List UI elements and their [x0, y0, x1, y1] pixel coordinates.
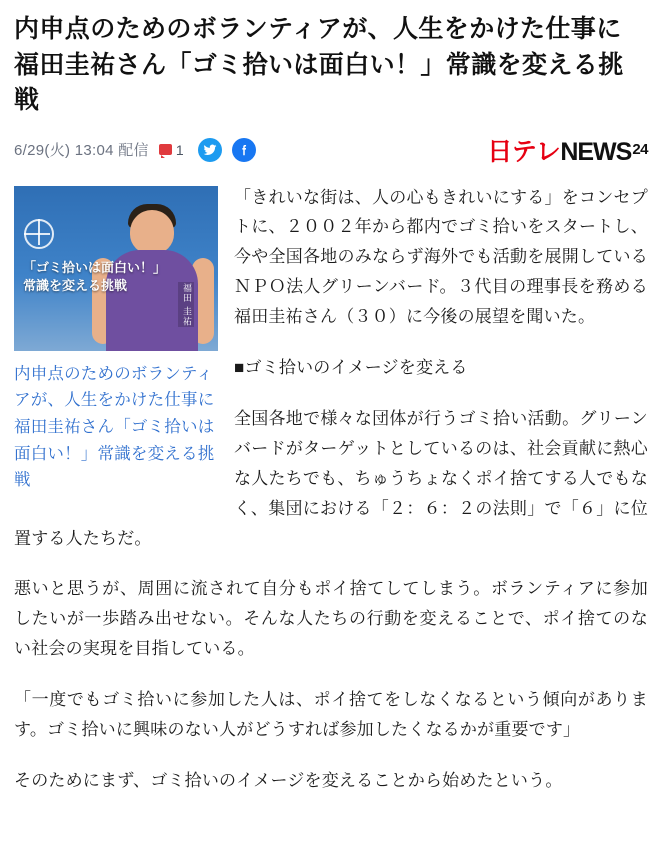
- article-meta-row: [14, 135, 648, 165]
- brand-ntv: 日テレ: [487, 137, 561, 166]
- brand-news: NEWS: [560, 137, 632, 166]
- paragraph: そのためにまず、ゴミ拾いのイメージを変えることから始めたという。: [14, 771, 563, 790]
- article-thumbnail[interactable]: [14, 186, 218, 351]
- comment-icon: [159, 144, 172, 155]
- publish-date: 6/29(火) 13:04 配信: [14, 142, 149, 159]
- section-subheading: ■ゴミ拾いのイメージを変える: [234, 358, 468, 378]
- figure-caption-link[interactable]: 内申点のためのボランティアが、人生をかけた仕事に 福田圭祐さん「ゴミ拾いは面白い！」常識を変える挑戦: [14, 364, 232, 490]
- page-title: 内申点のためのボランティアが、人生をかけた仕事に 福田圭祐さん「ゴミ拾いは面白い！」常識を変える挑戦: [14, 15, 648, 114]
- comment-link[interactable]: [159, 142, 184, 158]
- article-figure: [14, 186, 232, 495]
- article-page: [0, 12, 662, 864]
- facebook-icon[interactable]: [232, 138, 256, 162]
- social-share-group: [198, 138, 256, 162]
- paragraph: 悪いと思うが、周囲に流されて自分もポイ捨てしてしまう。ボランティアに参加したいが一歩踏み出せない。そんな人たちの行動を変えることで、ポイ捨てのない社会の実現を目指している。: [14, 579, 648, 659]
- thumbnail-name-tag: 福田 圭祐: [178, 282, 194, 328]
- thumbnail-overlay-line1: 「ゴミ拾いは面白い！」: [23, 259, 167, 275]
- brand-24: 24: [632, 140, 648, 158]
- person-head: [130, 210, 174, 254]
- thumbnail-overlay-line2: 常識を変える挑戦: [23, 278, 128, 294]
- paragraph: 「一度でもゴミ拾いに参加した人は、ポイ捨てをしなくなるという傾向があります。ゴミ拾いに興味のない人がどうすれば参加したくなるかが重要です」: [14, 690, 648, 740]
- thumbnail-overlay-text: [23, 259, 166, 297]
- comment-count: 1: [175, 141, 184, 158]
- globe-icon: [24, 219, 54, 249]
- paragraph: 「きれいな街は、人の心もきれいにする」をコンセプトに、２００２年から都内でゴミ拾いをスタートし、今や全国各地のみならず海外でも活動を展開しているＮＰＯ法人グリーンバード。３代目の理事長を務める福田圭祐さん（３０）に今後の展望を聞いた。: [234, 187, 648, 327]
- twitter-icon[interactable]: [198, 138, 222, 162]
- brand-logo: [487, 132, 648, 168]
- paragraph: 全国各地で様々な団体が行うゴミ拾い活動。グリーンバードがターゲットとしているのは、社会貢献に熱心な人たちでも、ちゅうちょなくポイ捨てする人でもなく、集団における「２：６：２の法則」で「６」に位置する人たちだ。: [14, 408, 648, 548]
- article-content: [14, 183, 648, 817]
